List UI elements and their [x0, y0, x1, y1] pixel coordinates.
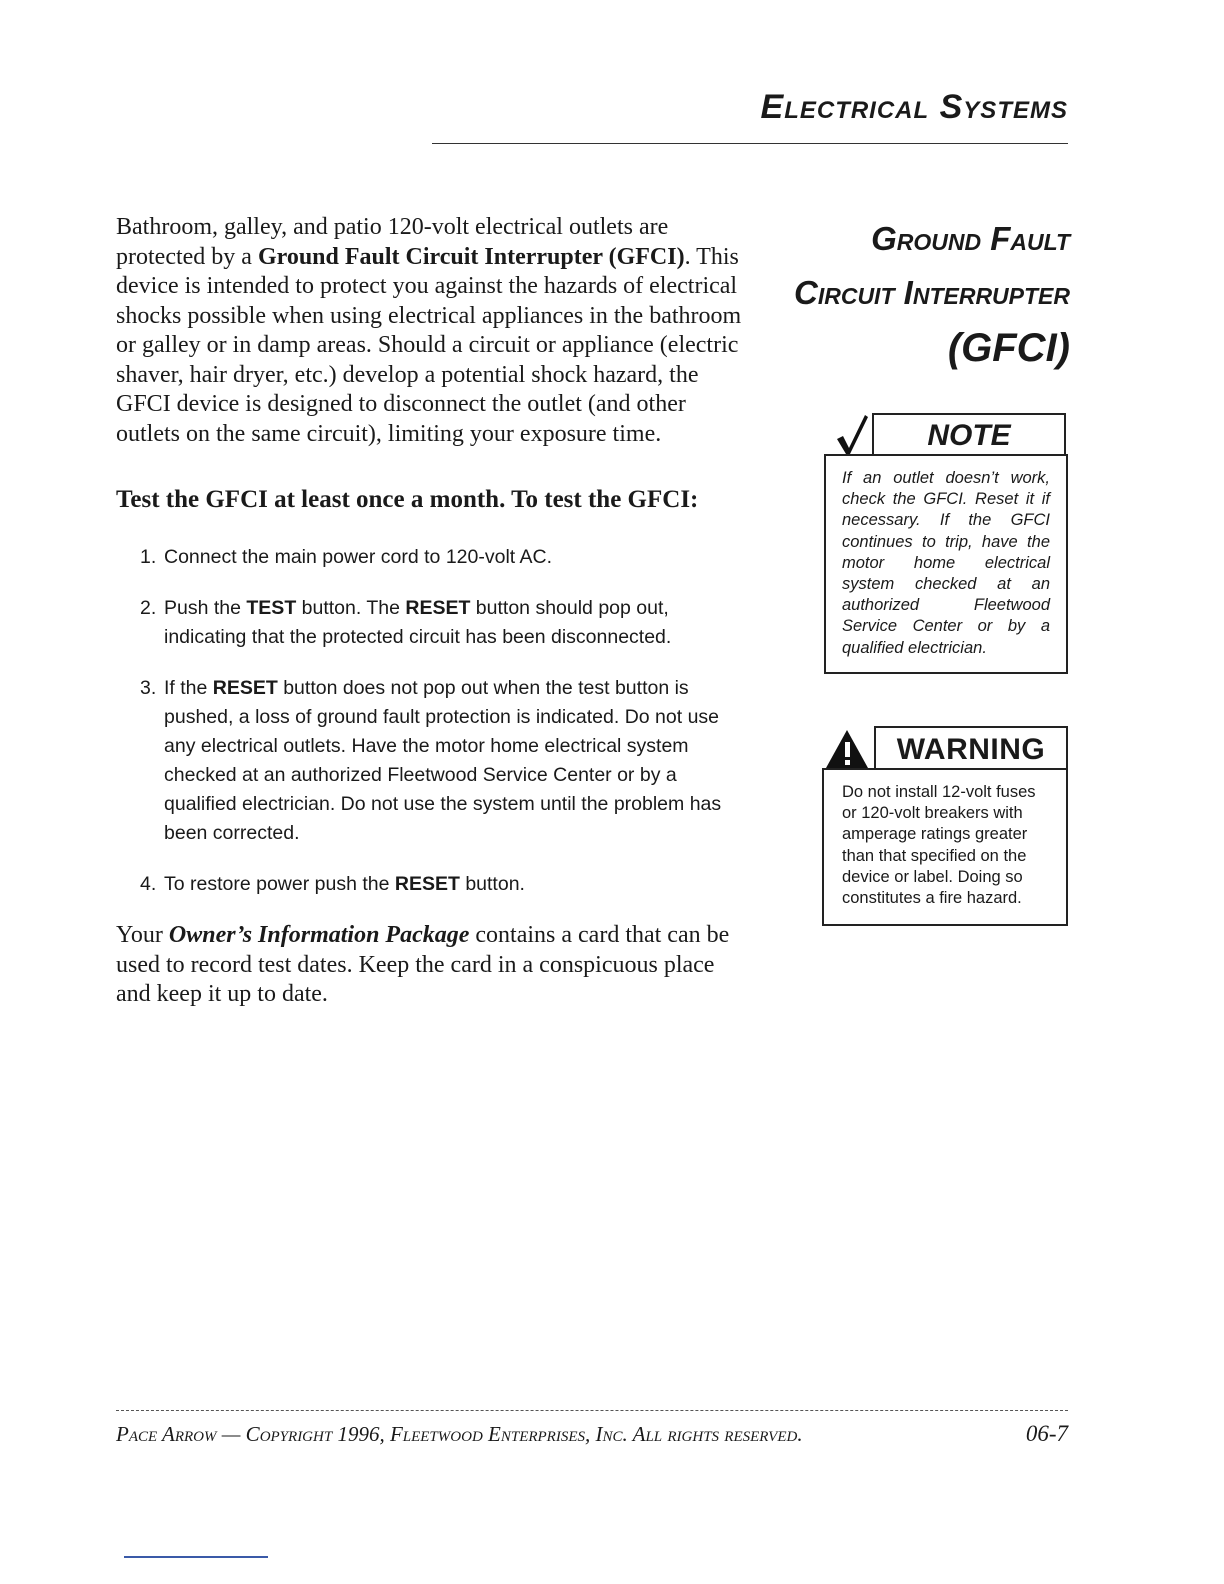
step-text: button does not pop out when the test button is pushed, a loss of ground fault protection is indicated. Do not use any electrical outlets. Have the motor home electrical system checked at an authorized Fleetwood Service Center or by a qualified electrician. Do not use the system until the problem has been corrected.: [164, 677, 722, 844]
section-heading-line3: (GFCI): [947, 326, 1070, 370]
step-text: Connect the main power cord to 120-volt AC.: [164, 546, 553, 568]
step-number: 4.: [140, 873, 157, 895]
step-bold: RESET: [405, 597, 471, 619]
note-label: NOTE: [872, 413, 1066, 454]
step-text: If the: [164, 677, 213, 699]
warning-text: Do not install 12-volt fuses or 120-volt breakers with amperage ratings greater than that specified on the device or label. Doing so constitutes a fire hazard.: [842, 783, 1036, 908]
step-text: To restore power push the: [164, 873, 395, 895]
step-bold: RESET: [394, 873, 460, 895]
step-number: 3.: [140, 677, 157, 699]
main-column: [116, 213, 746, 1010]
closing-italic-title: Owner’s Information Package: [168, 922, 470, 948]
footer-rule: [116, 1410, 1068, 1411]
closing-text-2: contains a card that can be used to record test dates. Keep the card in a conspicuous place and keep it up to date.: [116, 922, 730, 1007]
bottom-edge-line: [124, 1556, 268, 1558]
step-number: 1.: [140, 546, 157, 568]
section-heading-line2: Circuit Interrupter: [794, 274, 1070, 311]
test-subheading: Test the GFCI at least once a month. To test the GFCI:: [116, 486, 699, 513]
test-steps-list: [116, 543, 746, 899]
step-text: Push the: [164, 597, 247, 619]
intro-bold-term: Ground Fault Circuit Interrupter (GFCI): [257, 243, 685, 270]
step-number: 2.: [140, 597, 157, 619]
step-item: [116, 674, 746, 848]
step-bold: RESET: [212, 677, 278, 699]
page-number: 06-7: [1025, 1421, 1068, 1446]
step-text: button.: [459, 873, 525, 895]
intro-text-2: . This device is intended to protect you against the hazards of electrical shocks possible when using electrical appliances in the bathroom or galley or in damp areas. Should a circuit or appliance (electric shaver, hair dryer, etc.) develop a potential shock hazard, the GFCI device is designed to disconnect the outlet (and other outlets on the same circuit), limiting your exposure time.: [116, 243, 742, 447]
intro-text-1: Bathroom, galley, and patio 120-volt electrical outlets are protected by a: [116, 214, 669, 270]
step-item: [116, 543, 746, 572]
step-text: button. The: [296, 597, 406, 619]
step-item: [116, 594, 746, 652]
step-text: button should pop out, indicating that the protected circuit has been disconnected.: [164, 597, 672, 648]
section-heading-line1: Ground Fault: [871, 220, 1070, 257]
warning-triangle-icon: [824, 728, 870, 770]
step-bold: TEST: [246, 597, 297, 619]
footer-copyright: Pace Arrow — Copyright 1996, Fleetwood Enterprises, Inc. All rights reserved.: [116, 1422, 803, 1446]
note-text: If an outlet doesn’t work, check the GFCI. Reset it if necessary. If the GFCI continues to trip, have the motor home electrical system checked at an authorized Fleetwood Service Center or by a qualified electrician.: [842, 469, 1050, 657]
step-item: [116, 870, 746, 899]
warning-label: WARNING: [874, 726, 1068, 768]
section-heading: [730, 212, 1070, 376]
checkmark-icon: [834, 412, 870, 456]
page-header-title: Electrical Systems: [760, 88, 1068, 126]
closing-paragraph: [116, 921, 746, 1010]
closing-text-1: Your: [116, 922, 169, 948]
header-rule: [432, 143, 1068, 144]
intro-paragraph: [116, 213, 746, 449]
